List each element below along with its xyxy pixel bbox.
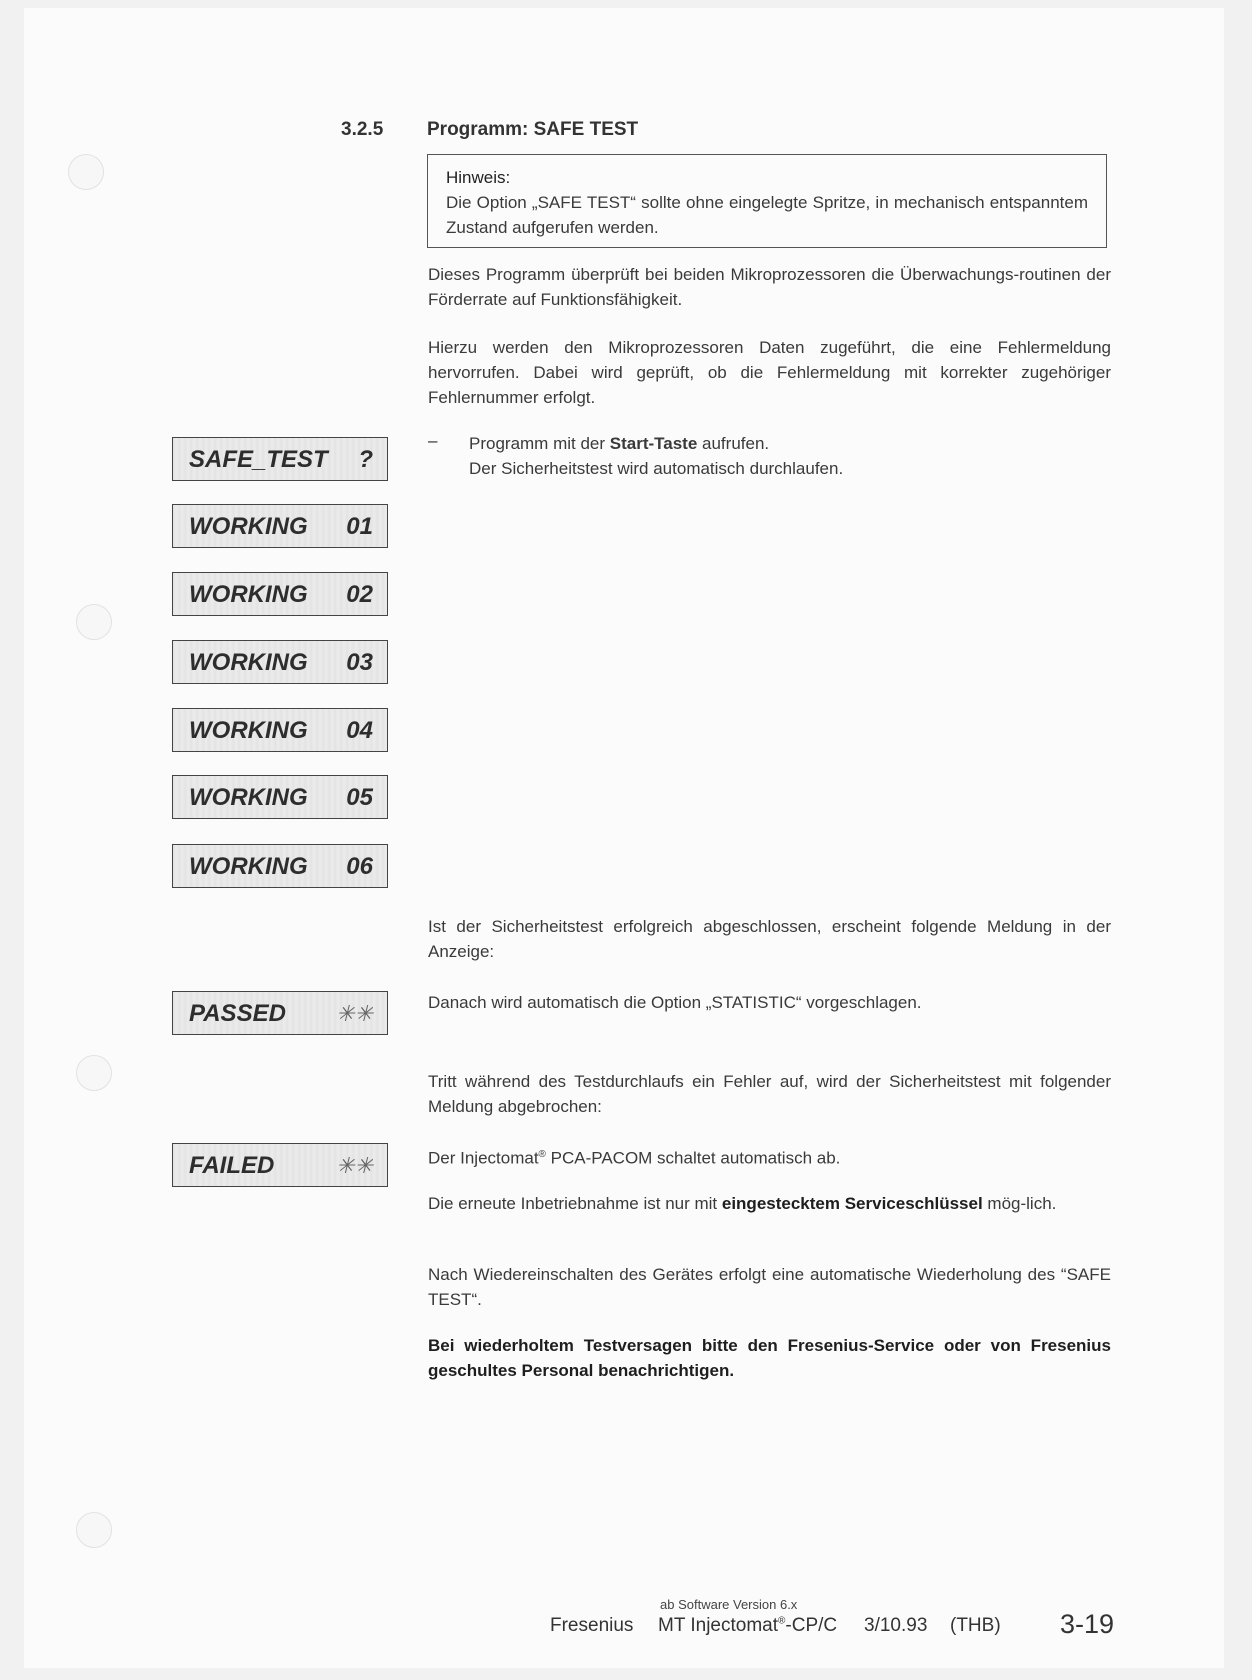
document-page	[24, 8, 1224, 1668]
lcd-text: WORKING	[189, 784, 308, 811]
page-number: 3-19	[1060, 1609, 1115, 1639]
footer-product	[658, 1615, 837, 1637]
restart-text-post: mög-lich.	[982, 1194, 1057, 1213]
paragraph-failure: Tritt während des Testdurchlaufs ein Fehler auf, wird der Sicherheitstest mit folgender Meldung abgebrochen:	[428, 1072, 1111, 1116]
paragraph-intro: Dieses Programm überprüft bei beiden Mikroprozessoren die Überwachungs-routinen der Förderrate auf Funktionsfähigkeit.	[428, 265, 1111, 309]
lcd-text: WORKING	[189, 717, 308, 744]
lcd-value: 06	[346, 853, 373, 880]
restart-text-pre: Die erneute Inbetriebnahme ist nur mit	[428, 1194, 722, 1213]
lcd-text: PASSED	[189, 1000, 286, 1027]
section-number: 3.2.5	[341, 119, 384, 140]
bullet-text-pre: Programm mit der	[469, 434, 610, 453]
lcd-text: WORKING	[189, 513, 308, 540]
registered-mark: ®	[778, 1615, 786, 1627]
product-name: MT Injectomat	[658, 1615, 779, 1636]
paragraph-restart	[428, 1191, 1111, 1216]
lcd-working-04	[172, 708, 388, 752]
punch-hole	[76, 604, 112, 640]
lcd-working-01	[172, 504, 388, 548]
bullet-text-line2: Der Sicherheitstest wird automatisch durchlaufen.	[469, 459, 844, 478]
lcd-text: SAFE_TEST	[189, 446, 328, 473]
note-text: Die Option „SAFE TEST“ sollte ohne eingelegte Spritze, in mechanisch entspanntem Zustand aufgerufen werden.	[446, 193, 1088, 237]
registered-mark: ®	[538, 1149, 546, 1160]
bullet-dash: –	[428, 431, 438, 450]
lcd-text: FAILED	[189, 1152, 275, 1179]
lcd-passed	[172, 991, 388, 1035]
section-title: Programm: SAFE TEST	[427, 119, 639, 140]
lcd-working-05	[172, 775, 388, 819]
bullet-instruction	[469, 431, 843, 481]
asterisk-icon: ✳✳	[336, 1001, 373, 1026]
lcd-text: WORKING	[189, 853, 308, 880]
note-box	[427, 154, 1107, 248]
lcd-working-02	[172, 572, 388, 616]
lcd-failed	[172, 1143, 388, 1187]
paragraph-repeat: Nach Wiedereinschalten des Gerätes erfolgt eine automatische Wiederholung des “SAFE TEST“.	[428, 1265, 1111, 1309]
punch-hole	[76, 1055, 112, 1091]
lcd-value: 05	[346, 784, 373, 811]
note-title: Hinweis:	[446, 168, 511, 187]
asterisk-icon: ✳✳	[336, 1153, 373, 1178]
punch-hole	[76, 1512, 112, 1548]
paragraph-shutdown	[428, 1142, 1111, 1171]
start-key-label: Start-Taste	[609, 434, 698, 453]
footer-company: Fresenius	[550, 1615, 634, 1636]
lcd-text: WORKING	[189, 581, 308, 608]
footer-author: (THB)	[950, 1615, 1001, 1636]
bullet-text-post: aufrufen.	[697, 434, 770, 453]
paragraph-statistic: Danach wird automatisch die Option „STATISTIC“ vorgeschlagen.	[428, 993, 922, 1012]
paragraph-method: Hierzu werden den Mikroprozessoren Daten zugeführt, die eine Fehlermeldung hervorrufen. Dabei wird geprüft, ob die Fehlermeldung mit korrekter zugehöriger Fehlernummer erfolgt.	[428, 338, 1111, 407]
shutdown-text-post: PCA-PACOM schaltet automatisch ab.	[545, 1148, 841, 1168]
footer-date: 3/10.93	[864, 1615, 928, 1636]
lcd-safe-test	[172, 437, 388, 481]
paragraph-success: Ist der Sicherheitstest erfolgreich abgeschlossen, erscheint folgende Meldung in der Anzeige:	[428, 917, 1111, 961]
lcd-value: 01	[346, 513, 373, 540]
service-key-label: eingestecktem Serviceschlüssel	[721, 1194, 983, 1213]
lcd-value: 04	[346, 717, 373, 744]
punch-hole	[68, 154, 104, 190]
lcd-text: WORKING	[189, 649, 308, 676]
lcd-working-06	[172, 844, 388, 888]
product-suffix: -CP/C	[785, 1615, 838, 1636]
lcd-value: ?	[358, 446, 373, 473]
paragraph-warning: Bei wiederholtem Testversagen bitte den Fresenius-Service oder von Fresenius geschultes Personal benachrichtigen.	[428, 1336, 1111, 1380]
lcd-working-03	[172, 640, 388, 684]
footer-software-version: ab Software Version 6.x	[660, 1597, 798, 1612]
lcd-value: 02	[346, 581, 373, 608]
shutdown-text-pre: Der Injectomat	[428, 1148, 539, 1168]
lcd-value: 03	[346, 649, 373, 676]
